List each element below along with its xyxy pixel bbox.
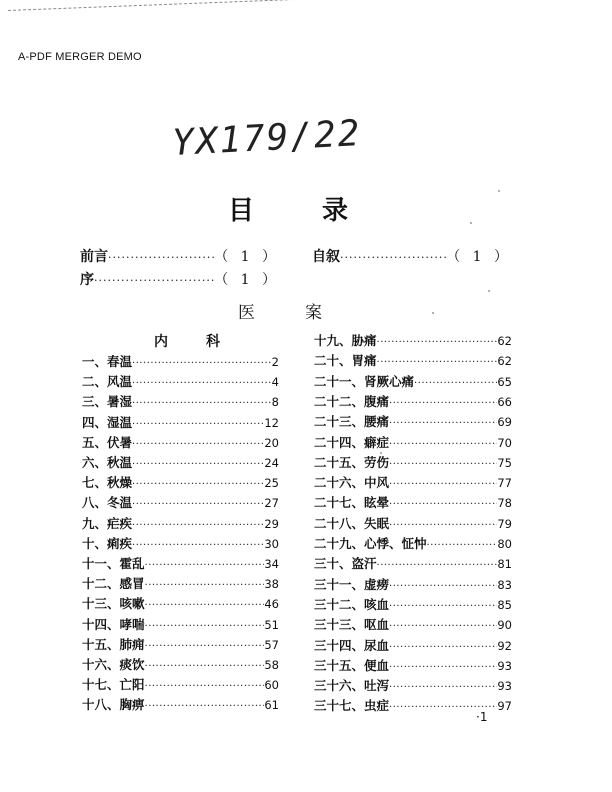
leader-dots bbox=[389, 418, 497, 429]
toc-entry-author-preface[interactable] bbox=[312, 246, 512, 266]
leader-dots bbox=[145, 600, 265, 611]
toc-entry-page: 38 bbox=[264, 577, 279, 592]
leader-dots bbox=[389, 459, 497, 470]
toc-entry[interactable] bbox=[82, 514, 279, 532]
toc-entry-label: 二十二、腹痛 bbox=[314, 393, 390, 409]
toc-entry[interactable] bbox=[82, 392, 279, 410]
leader-dots bbox=[389, 439, 497, 450]
toc-entry-label: 一、春温 bbox=[82, 354, 133, 369]
toc-entry-page: （ 1 ） bbox=[214, 272, 280, 288]
toc-entry-page: 80 bbox=[497, 537, 512, 551]
toc-entry-page: （ 1 ） bbox=[214, 249, 280, 265]
toc-entry-label: 十五、肺痈 bbox=[82, 636, 145, 652]
leader-dots bbox=[132, 398, 272, 409]
leader-dots bbox=[132, 540, 264, 551]
toc-entry-page: 93 bbox=[497, 658, 512, 673]
toc-entry-page: 27 bbox=[264, 496, 279, 511]
leader-dots bbox=[145, 621, 265, 632]
toc-entry-label: 序 bbox=[80, 272, 94, 288]
leader-dots bbox=[414, 378, 497, 389]
toc-entry-label: 十七、亡阳 bbox=[82, 677, 145, 693]
handwritten-note: YX179/22 bbox=[171, 113, 363, 164]
toc-entry-label: 二十四、癖症 bbox=[314, 434, 390, 450]
leader-dots bbox=[389, 499, 497, 510]
toc-entry-page: 85 bbox=[497, 597, 512, 612]
toc-entry-label: 二十一、肾厥心痛 bbox=[314, 373, 415, 389]
toc-entry-page: 70 bbox=[497, 435, 512, 450]
toc-entry-label: 十九、胁痛 bbox=[314, 333, 377, 348]
toc-entry[interactable] bbox=[82, 352, 279, 370]
toc-entry[interactable] bbox=[82, 413, 279, 431]
toc-entry-page: 92 bbox=[497, 638, 512, 653]
toc-entry-label: 四、湿温 bbox=[82, 414, 133, 430]
toc-entry-label: 十八、胸痹 bbox=[82, 697, 145, 713]
toc-entry-label: 八、冬温 bbox=[82, 495, 133, 511]
toc-entry-label: 三十七、虫症 bbox=[314, 698, 390, 714]
toc-entry-label: 三十四、尿血 bbox=[314, 637, 390, 653]
leader-dots bbox=[427, 540, 498, 551]
leader-dots bbox=[389, 682, 497, 693]
toc-entry-page: 83 bbox=[497, 577, 512, 592]
toc-entry-label: 自叙 bbox=[312, 249, 340, 265]
toc-entry-page: 25 bbox=[264, 476, 279, 491]
toc-entry-page: 57 bbox=[264, 637, 279, 652]
toc-entry[interactable] bbox=[314, 615, 512, 633]
toc-entry[interactable] bbox=[314, 351, 512, 369]
toc-entry-page: 81 bbox=[497, 557, 512, 572]
leader-dots bbox=[132, 499, 264, 510]
toc-entry-page: 97 bbox=[497, 699, 512, 714]
toc-entry-page: 93 bbox=[497, 679, 512, 694]
toc-entry-page: 62 bbox=[497, 354, 512, 369]
scan-speck bbox=[470, 222, 472, 224]
toc-entry[interactable] bbox=[82, 635, 279, 653]
leader-dots bbox=[108, 251, 214, 264]
toc-entry-page: 34 bbox=[264, 557, 279, 571]
toc-entry[interactable] bbox=[314, 595, 512, 613]
toc-entry-label: 二十五、劳伤 bbox=[314, 454, 390, 470]
toc-entry[interactable] bbox=[314, 575, 512, 593]
leader-dots bbox=[145, 641, 265, 652]
toc-entry[interactable] bbox=[314, 534, 512, 552]
leader-dots bbox=[389, 479, 497, 490]
scan-speck bbox=[498, 190, 500, 192]
toc-entry-page: 12 bbox=[264, 415, 279, 430]
toc-entry-label: 二十七、眩晕 bbox=[314, 495, 390, 511]
toc-entry-page: 4 bbox=[271, 375, 279, 390]
toc-entry[interactable] bbox=[82, 695, 279, 713]
toc-entry-page: 46 bbox=[264, 597, 279, 612]
toc-entry[interactable] bbox=[82, 453, 279, 471]
toc-entry-page: 78 bbox=[497, 496, 512, 511]
toc-entry[interactable] bbox=[314, 676, 512, 694]
toc-entry-page: 30 bbox=[264, 536, 279, 551]
toc-entry-label: 三十一、虚痨 bbox=[314, 576, 390, 592]
toc-entry-label: 二十、胃痛 bbox=[314, 353, 377, 369]
subsection-title bbox=[154, 331, 220, 351]
toc-entry-foreword[interactable] bbox=[80, 269, 280, 289]
toc-entry-label: 五、伏暑 bbox=[82, 434, 133, 450]
toc-entry-page: 60 bbox=[264, 678, 279, 693]
leader-dots bbox=[132, 479, 264, 490]
toc-entry-label: 二十三、腰痛 bbox=[314, 414, 390, 430]
leader-dots bbox=[377, 337, 498, 348]
toc-entry[interactable] bbox=[314, 433, 512, 451]
toc-entry[interactable] bbox=[82, 433, 279, 451]
toc-entry[interactable] bbox=[314, 331, 512, 349]
toc-entry-page: 62 bbox=[497, 334, 512, 348]
subsection-title-char-1: 内 bbox=[154, 334, 168, 350]
toc-entry-page: 20 bbox=[264, 435, 279, 450]
leader-dots bbox=[389, 398, 497, 409]
toc-entry[interactable] bbox=[82, 594, 279, 612]
toc-entry-page: 29 bbox=[264, 516, 279, 531]
leader-dots bbox=[389, 642, 497, 653]
toc-entry-label: 二、风温 bbox=[82, 374, 133, 390]
toc-entry-label: 三十二、咳血 bbox=[314, 596, 390, 612]
toc-entry-preface[interactable] bbox=[80, 246, 280, 266]
toc-entry-label: 三十、盗汗 bbox=[314, 556, 377, 572]
toc-entry[interactable] bbox=[82, 655, 279, 673]
toc-entry[interactable] bbox=[314, 554, 512, 572]
toc-entry-page: 69 bbox=[497, 415, 512, 430]
toc-entry-page: 77 bbox=[497, 476, 512, 491]
toc-entry-label: 十、痢疾 bbox=[82, 535, 133, 551]
toc-entry-page: 2 bbox=[271, 355, 279, 369]
leader-dots bbox=[132, 439, 264, 450]
toc-entry-label: 二十六、中风 bbox=[314, 475, 390, 491]
leader-dots bbox=[145, 580, 265, 591]
leader-dots bbox=[132, 378, 272, 389]
toc-entry[interactable] bbox=[314, 514, 512, 532]
leader-dots bbox=[145, 701, 265, 712]
leader-dots bbox=[94, 274, 214, 287]
toc-entry-page: 8 bbox=[271, 395, 279, 410]
leader-dots bbox=[145, 661, 265, 672]
toc-entry[interactable] bbox=[314, 453, 512, 471]
toc-entry-label: 十一、霍乱 bbox=[82, 556, 145, 571]
toc-entry[interactable] bbox=[82, 493, 279, 511]
page-title-char-2: 录 bbox=[321, 196, 348, 226]
leader-dots bbox=[377, 560, 498, 571]
toc-entry-label: 二十九、心悸、怔忡 bbox=[314, 536, 427, 551]
leader-dots bbox=[132, 520, 264, 531]
toc-entry-page: 58 bbox=[264, 658, 279, 672]
leader-dots bbox=[145, 560, 265, 571]
toc-entry-label: 九、疟疾 bbox=[82, 515, 133, 531]
toc-entry[interactable] bbox=[314, 372, 512, 390]
leader-dots bbox=[389, 520, 497, 531]
toc-entry-label: 三十六、吐泻 bbox=[314, 678, 390, 694]
watermark-text: A-PDF MERGER DEMO bbox=[18, 51, 142, 63]
leader-dots bbox=[389, 621, 497, 632]
toc-entry-page: 65 bbox=[497, 374, 512, 389]
toc-entry[interactable] bbox=[82, 534, 279, 552]
leader-dots bbox=[340, 251, 446, 264]
toc-entry-label: 十二、感冒 bbox=[82, 576, 145, 592]
toc-entry[interactable] bbox=[314, 473, 512, 491]
page-number: ·1 bbox=[476, 710, 488, 724]
toc-entry-label: 三十三、呕血 bbox=[314, 617, 390, 633]
leader-dots bbox=[145, 681, 265, 692]
toc-entry-page: 66 bbox=[497, 394, 512, 409]
toc-entry-page: 24 bbox=[264, 456, 279, 470]
toc-entry[interactable] bbox=[82, 574, 279, 592]
toc-entry-label: 二十八、失眠 bbox=[314, 515, 390, 531]
toc-entry[interactable] bbox=[314, 656, 512, 674]
subsection-title-char-2: 科 bbox=[206, 334, 220, 350]
leader-dots bbox=[132, 419, 264, 430]
toc-entry-page: （ 1 ） bbox=[446, 249, 512, 265]
section-title-char-1: 医 bbox=[238, 303, 255, 323]
top-dashed-line bbox=[8, 0, 293, 11]
leader-dots bbox=[389, 581, 497, 592]
toc-entry-page: 79 bbox=[497, 516, 512, 531]
toc-entry-page: 75 bbox=[497, 455, 512, 470]
leader-dots bbox=[132, 459, 264, 470]
leader-dots bbox=[132, 358, 272, 369]
toc-entry[interactable] bbox=[314, 636, 512, 654]
scan-speck bbox=[432, 312, 434, 314]
leader-dots bbox=[389, 662, 497, 673]
toc-entry[interactable] bbox=[82, 554, 279, 572]
toc-entry-label: 六、秋温 bbox=[82, 455, 133, 470]
toc-entry-label: 十三、咳嗽 bbox=[82, 596, 145, 612]
leader-dots bbox=[389, 601, 497, 612]
toc-entry-label: 七、秋燥 bbox=[82, 475, 133, 491]
leader-dots bbox=[377, 357, 498, 368]
toc-entry-page: 51 bbox=[264, 617, 279, 632]
toc-entry[interactable] bbox=[82, 675, 279, 693]
page-title bbox=[228, 190, 348, 227]
section-title-char-2: 案 bbox=[305, 303, 322, 323]
scan-speck bbox=[380, 452, 382, 454]
toc-entry[interactable] bbox=[82, 615, 279, 633]
page-title-char-1: 目 bbox=[228, 196, 255, 226]
toc-entry[interactable] bbox=[314, 493, 512, 511]
toc-entry-page: 61 bbox=[264, 698, 279, 713]
scan-speck bbox=[488, 290, 490, 292]
toc-entry-page: 90 bbox=[497, 618, 512, 633]
toc-entry-label: 三十五、便血 bbox=[314, 657, 390, 673]
toc-entry[interactable] bbox=[82, 473, 279, 491]
toc-entry-label: 前言 bbox=[80, 249, 108, 265]
section-title bbox=[238, 298, 322, 323]
toc-entry[interactable] bbox=[82, 372, 279, 390]
toc-entry[interactable] bbox=[314, 392, 512, 410]
toc-entry[interactable] bbox=[314, 412, 512, 430]
toc-entry-label: 三、暑湿 bbox=[82, 394, 133, 410]
toc-entry-label: 十六、痰饮 bbox=[82, 657, 145, 672]
toc-entry-label: 十四、哮喘 bbox=[82, 616, 145, 632]
